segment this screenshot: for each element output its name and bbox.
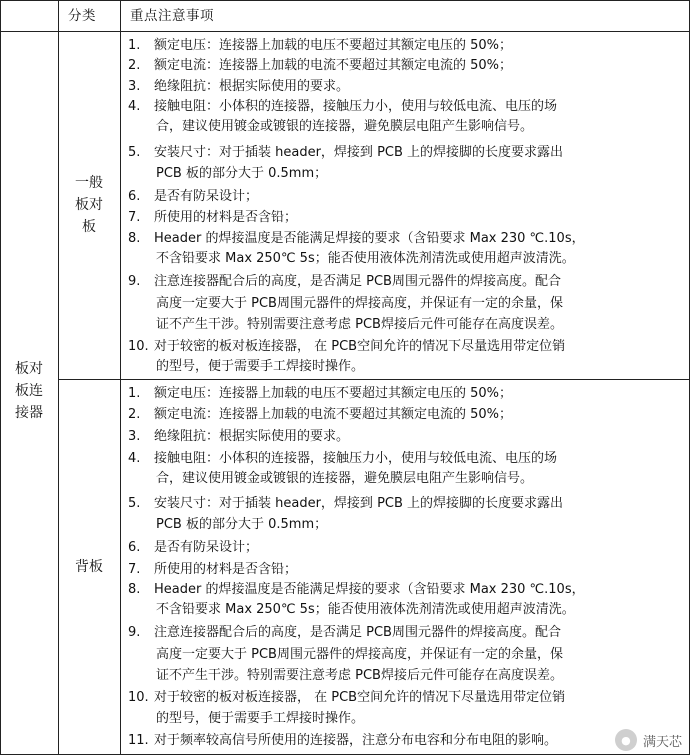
list-item xyxy=(128,143,684,163)
list-item xyxy=(128,229,684,249)
list-item xyxy=(128,731,684,751)
item-text: 所使用的材料是否含铅； xyxy=(154,210,298,225)
main-category-line: 板连 xyxy=(15,383,43,399)
section-name-line: 一般 xyxy=(75,175,103,191)
list-item xyxy=(128,427,684,447)
watermark-text: 满天芯 xyxy=(642,734,682,750)
list-item xyxy=(128,623,684,643)
list-item xyxy=(128,36,684,56)
item-number: 5. xyxy=(128,145,141,160)
item-number: 3. xyxy=(128,79,141,94)
list-item xyxy=(128,494,684,514)
section-name-line: 板 xyxy=(82,219,96,235)
item-text: 接触电阻：小体积的连接器，接触压力小，使用与较低电流、电压的场 xyxy=(154,99,558,114)
item-text-cont: 不含铅要求 Max 250℃ 5s；能否使用液体洗剂清洗或使用超声波清洗。 xyxy=(156,602,575,617)
list-item xyxy=(128,208,684,228)
item-number: 7. xyxy=(128,562,141,577)
item-text: 对于较密的板对板连接器， 在 PCB空间允许的情况下尽量选用带定位销 xyxy=(154,339,566,354)
list-item xyxy=(128,337,684,357)
item-text-cont: 证不产生干涉。特别需要注意考虑 PCB焊接后元件可能存在高度误差。 xyxy=(156,317,563,332)
item-text: 是否有防呆设计； xyxy=(154,540,259,555)
item-number: 6. xyxy=(128,540,141,555)
item-number: 4. xyxy=(128,451,141,466)
header-divider xyxy=(0,31,690,32)
item-text: 接触电阻：小体积的连接器，接触压力小，使用与较低电流、电压的场 xyxy=(154,451,558,466)
list-item xyxy=(128,688,684,708)
header-notes: 重点注意事项 xyxy=(130,8,214,24)
wechat-icon: ● xyxy=(615,729,637,751)
section-name-general xyxy=(58,172,120,238)
item-text: 所使用的材料是否含铅； xyxy=(154,562,298,577)
item-number: 8. xyxy=(128,231,141,246)
item-text-cont: 的型号，便于需要手工焊接时操作。 xyxy=(156,359,365,374)
item-number: 9. xyxy=(128,625,141,640)
item-text: 安装尺寸：对于插装 header，焊接到 PCB 上的焊接脚的长度要求露出 xyxy=(154,145,564,160)
list-item xyxy=(128,384,684,404)
item-text: 绝缘阻抗：根据实际使用的要求。 xyxy=(154,79,350,94)
item-text: 额定电压：连接器上加载的电压不要超过其额定电压的 50%； xyxy=(154,386,513,401)
list-item xyxy=(128,56,684,76)
section-name-backplane xyxy=(58,556,120,578)
item-text: 对于频率较高信号所使用的连接器，注意分布电容和分布电阻的影响。 xyxy=(154,733,558,748)
item-text: 注意连接器配合后的高度，是否满足 PCB周围元器件的焊接高度。配合 xyxy=(154,625,561,640)
watermark xyxy=(615,729,682,751)
item-text-cont: 高度一定要大于 PCB周围元器件的焊接高度，并保证有一定的余量，保 xyxy=(156,296,563,311)
header-category: 分类 xyxy=(68,8,96,24)
section-divider xyxy=(58,379,690,380)
item-number: 11. xyxy=(128,733,149,748)
item-text: Header 的焊接温度是否能满足焊接的要求（含铅要求 Max 230 ℃.10s， xyxy=(154,582,585,597)
table-col-divider-2 xyxy=(120,0,121,755)
section-name-line: 背板 xyxy=(75,559,103,575)
item-text: 安装尺寸：对于插装 header，焊接到 PCB 上的焊接脚的长度要求露出 xyxy=(154,496,564,511)
item-text: 注意连接器配合后的高度，是否满足 PCB周围元器件的焊接高度。配合 xyxy=(154,274,561,289)
main-category-line: 接器 xyxy=(15,405,43,421)
item-text-cont: 证不产生干涉。特别需要注意考虑 PCB焊接后元件可能存在高度误差。 xyxy=(156,668,563,683)
item-number: 2. xyxy=(128,58,141,73)
item-text-cont: 不含铅要求 Max 250℃ 5s；能否使用液体洗剂清洗或使用超声波清洗。 xyxy=(156,251,575,266)
item-text-cont: 的型号，便于需要手工焊接时操作。 xyxy=(156,711,365,726)
list-item xyxy=(128,560,684,580)
item-text-cont: 高度一定要大于 PCB周围元器件的焊接高度，并保证有一定的余量，保 xyxy=(156,647,563,662)
item-text: 是否有防呆设计； xyxy=(154,189,259,204)
list-item xyxy=(128,272,684,292)
list-item xyxy=(128,97,684,117)
item-text-cont: PCB 板的部分大于 0.5mm； xyxy=(156,517,328,532)
item-text-cont: PCB 板的部分大于 0.5mm； xyxy=(156,166,328,181)
item-number: 3. xyxy=(128,429,141,444)
item-text: 对于较密的板对板连接器， 在 PCB空间允许的情况下尽量选用带定位销 xyxy=(154,690,566,705)
list-item xyxy=(128,580,684,600)
list-item xyxy=(128,187,684,207)
item-text: 额定电流：连接器上加载的电流不要超过其额定电流的 50%； xyxy=(154,407,513,422)
list-item xyxy=(128,405,684,425)
item-text: Header 的焊接温度是否能满足焊接的要求（含铅要求 Max 230 ℃.10s， xyxy=(154,231,585,246)
item-number: 1. xyxy=(128,38,141,53)
item-text-cont: 合，建议使用镀金或镀银的连接器，避免膜层电阻产生影响信号。 xyxy=(156,119,534,134)
main-category-line: 板对 xyxy=(15,361,43,377)
item-number: 2. xyxy=(128,407,141,422)
item-number: 4. xyxy=(128,99,141,114)
item-text-cont: 合，建议使用镀金或镀银的连接器，避免膜层电阻产生影响信号。 xyxy=(156,471,534,486)
item-number: 7. xyxy=(128,210,141,225)
table-col-divider-1 xyxy=(58,0,59,755)
item-number: 10. xyxy=(128,690,149,705)
table-border-top xyxy=(0,0,690,1)
section-name-line: 板对 xyxy=(75,197,103,213)
list-item xyxy=(128,77,684,97)
item-text: 额定电流：连接器上加载的电流不要超过其额定电流的 50%； xyxy=(154,58,513,73)
item-number: 9. xyxy=(128,274,141,289)
list-item xyxy=(128,538,684,558)
main-category-label xyxy=(0,358,58,424)
item-number: 5. xyxy=(128,496,141,511)
item-number: 8. xyxy=(128,582,141,597)
item-number: 10. xyxy=(128,339,149,354)
list-item xyxy=(128,449,684,469)
item-text: 绝缘阻抗：根据实际使用的要求。 xyxy=(154,429,350,444)
item-number: 1. xyxy=(128,386,141,401)
item-number: 6. xyxy=(128,189,141,204)
item-text: 额定电压：连接器上加载的电压不要超过其额定电压的 50%； xyxy=(154,38,513,53)
